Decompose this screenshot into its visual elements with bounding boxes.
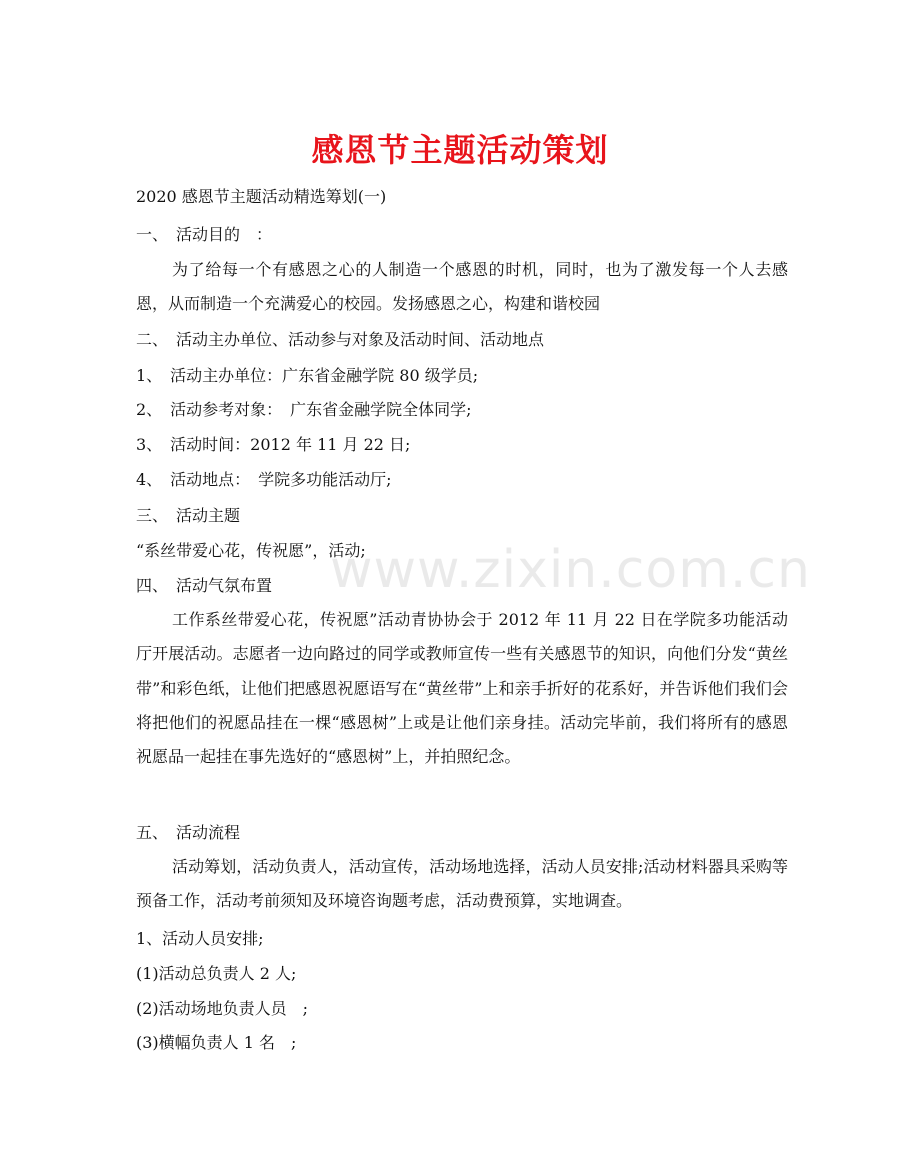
theme-text: “系丝带爱心花，传祝愿”，活动; xyxy=(136,541,366,560)
list-item-banner-lead: (3)横幅负责人 1 名 ; xyxy=(136,1033,297,1052)
section-heading-process: 五、 活动流程 xyxy=(136,823,241,842)
paragraph-purpose: 为了给每一个有感恩之心的人制造一个感恩的时机，同时，也为了激发每一个人去感恩，从而制造一个充满爱心的校园。发扬感恩之心，构建和谐校园 xyxy=(136,260,788,314)
document-title: 感恩节主题活动策划 xyxy=(311,131,609,169)
list-item-participants: 2、 活动参考对象： 广东省金融学院全体同学; xyxy=(136,400,472,419)
list-item-location: 4、 活动地点： 学院多功能活动厅; xyxy=(136,470,392,489)
list-item-time: 3、 活动时间：2012 年 11 月 22 日; xyxy=(136,435,411,454)
paragraph-process: 活动筹划，活动负责人，活动宣传，活动场地选择，活动人员安排;活动材料器具采购等预备工作，活动考前须知及环境咨询题考虑，活动费预算，实地调查。 xyxy=(136,857,788,911)
list-item-organizer: 1、 活动主办单位：广东省金融学院 80 级学员; xyxy=(136,366,479,385)
section-heading-theme: 三、 活动主题 xyxy=(136,506,241,525)
subtitle: 2020 感恩节主题活动精选筹划(一) xyxy=(136,187,387,206)
section-heading-decoration: 四、 活动气氛布置 xyxy=(136,576,273,595)
section-heading-organizer: 二、 活动主办单位、活动参与对象及活动时间、活动地点 xyxy=(136,330,545,349)
watermark: www.zixin.com.cn xyxy=(330,540,811,600)
section-heading-purpose: 一、 活动目的 ： xyxy=(136,225,273,244)
paragraph-decoration: 工作系丝带爱心花，传祝愿”活动青协协会于 2012 年 11 月 22 日在学院多功能活动厅开展活动。志愿者一边向路过的同学或教师宣传一些有关感恩节的知识，向他们分发“黄丝带”和彩色纸，让他们把感恩祝愿语写在“黄丝带”上和亲手折好的花系好，并告诉他们我们会将把他们的祝愿品挂在一棵“感恩树”上或是让他们亲身挂。活动完毕前，我们将所有的感恩祝愿品一起挂在事先选好的“感恩树”上，并拍照纪念。 xyxy=(136,610,788,767)
list-item-venue-lead: (2)活动场地负责人员 ; xyxy=(136,999,309,1018)
list-item-staff: 1、活动人员安排; xyxy=(136,929,264,948)
list-item-lead: (1)活动总负责人 2 人; xyxy=(136,964,297,983)
